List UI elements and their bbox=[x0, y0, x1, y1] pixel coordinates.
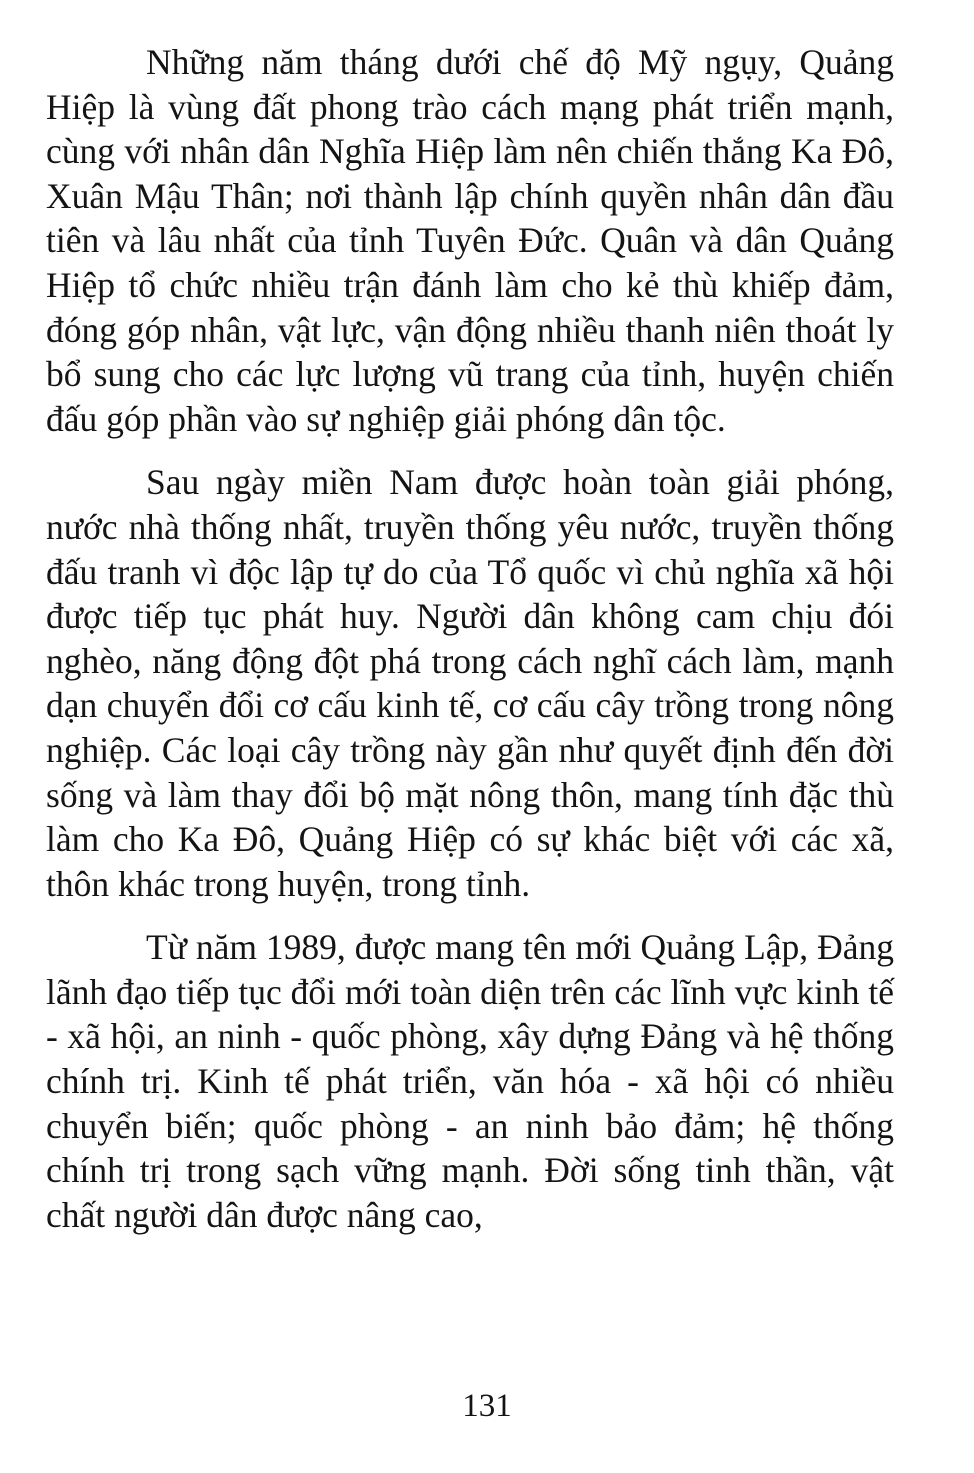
page-number: 131 bbox=[462, 1388, 512, 1424]
paragraph-3: Từ năm 1989, được mang tên mới Quảng Lập, Đảng lãnh đạo tiếp tục đổi mới toàn diện trên các lĩnh vực kinh tế - xã hội, an ninh - quốc phòng, xây dựng Đảng và hệ thống chính trị. Kinh tế phát triển, văn hóa - xã hội có nhiều chuyển biến; quốc phòng - an ninh bảo đảm; hệ thống chính trị trong sạch vững mạnh. Đời sống tinh thần, vật chất người dân được nâng cao, bbox=[46, 927, 894, 1235]
page-body bbox=[46, 40, 894, 1237]
paragraph-2: Sau ngày miền Nam được hoàn toàn giải phóng, nước nhà thống nhất, truyền thống yêu nước, truyền thống đấu tranh vì độc lập tự do của Tổ quốc vì chủ nghĩa xã hội được tiếp tục phát huy. Người dân không cam chịu đói nghèo, năng động đột phá trong cách nghĩ cách làm, mạnh dạn chuyển đổi cơ cấu kinh tế, cơ cấu cây trồng trong nông nghiệp. Các loại cây trồng này gần như quyết định đến đời sống và làm thay đổi bộ mặt nông thôn, mang tính đặc thù làm cho Ka Đô, Quảng Hiệp có sự khác biệt với các xã, thôn khác trong huyện, trong tỉnh. bbox=[46, 462, 894, 904]
paragraph-1: Những năm tháng dưới chế độ Mỹ ngụy, Quảng Hiệp là vùng đất phong trào cách mạng phát triển mạnh, cùng với nhân dân Nghĩa Hiệp làm nên chiến thắng Ka Đô, Xuân Mậu Thân; nơi thành lập chính quyền nhân dân đầu tiên và lâu nhất của tỉnh Tuyên Đức. Quân và dân Quảng Hiệp tổ chức nhiều trận đánh làm cho kẻ thù khiếp đảm, đóng góp nhân, vật lực, vận động nhiều thanh niên thoát ly bổ sung cho các lực lượng vũ trang của tỉnh, huyện chiến đấu góp phần vào sự nghiệp giải phóng dân tộc. bbox=[46, 42, 894, 439]
